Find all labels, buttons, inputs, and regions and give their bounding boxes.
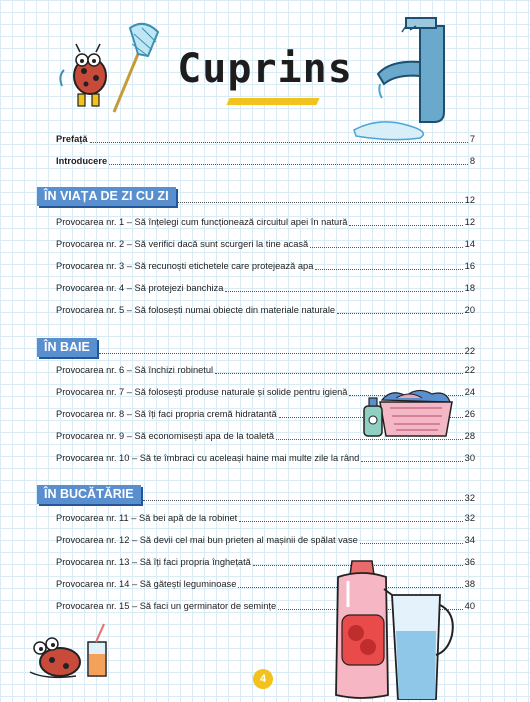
toc-entry[interactable] (56, 237, 475, 250)
toc-entry-label: Introducere (56, 156, 108, 166)
title-underline (226, 98, 319, 105)
leader-dots (90, 142, 468, 143)
leader-dots (360, 543, 463, 544)
leader-dots (349, 225, 462, 226)
toc-entry-label: Provocarea nr. 15 – Să faci un germinator de semințe (56, 601, 277, 611)
page-title: Cuprins (177, 46, 353, 92)
toc-entry[interactable] (56, 511, 475, 524)
toc-entry[interactable] (56, 533, 475, 546)
section-heading[interactable] (37, 484, 475, 504)
section-badge: ÎN VIAȚA DE ZI CU ZI (37, 187, 176, 206)
laundry-basket-illustration (362, 386, 458, 444)
section-page: 12 (464, 195, 475, 205)
section-heading[interactable] (37, 337, 475, 357)
toc-entry-page: 32 (464, 513, 475, 523)
toc-entry-label: Provocarea nr. 6 – Să închizi robinetul (56, 365, 214, 375)
faucet-illustration (350, 12, 460, 142)
toc-entry[interactable] (56, 303, 475, 316)
page-number: 4 (253, 669, 273, 689)
toc-entry-label: Provocarea nr. 11 – Să bei apă de la robinet (56, 513, 238, 523)
toc-entry-page: 20 (464, 305, 475, 315)
toc-entry[interactable] (56, 259, 475, 272)
toc-entry-page: 38 (464, 579, 475, 589)
leader-dots (315, 269, 462, 270)
bug-with-net-illustration (52, 16, 162, 116)
toc-entry-label: Provocarea nr. 4 – Să protejezi banchiza (56, 283, 224, 293)
leader-dots (310, 247, 462, 248)
toc-entry-page: 34 (464, 535, 475, 545)
toc-entry-page: 24 (464, 387, 475, 397)
leader-dots (99, 353, 463, 354)
section-badge: ÎN BUCĂTĂRIE (37, 485, 141, 504)
toc-entry-preface[interactable] (56, 132, 475, 145)
toc-entry[interactable] (56, 281, 475, 294)
section-page: 22 (464, 346, 475, 356)
toc-entry-label: Provocarea nr. 3 – Să recunoști etichetele care protejează apa (56, 261, 314, 271)
section-heading[interactable] (37, 186, 475, 206)
toc-entry-label: Provocarea nr. 8 – Să îți faci propria cremă hidratantă (56, 409, 277, 419)
leader-dots (178, 202, 463, 203)
toc-entry-label: Provocarea nr. 7 – Să folosești produse naturale și solide pentru igienă (56, 387, 348, 397)
toc-entry-page: 7 (469, 134, 475, 144)
toc-entry-page: 8 (469, 156, 475, 166)
leader-dots (225, 291, 462, 292)
toc-entry-page: 36 (464, 557, 475, 567)
toc-entry-label: Provocarea nr. 9 – Să economisești apa de la toaletă (56, 431, 275, 441)
leader-dots (361, 461, 462, 462)
bug-with-drink-illustration (26, 622, 122, 684)
leader-dots (143, 500, 463, 501)
toc-entry-label: Provocarea nr. 5 – Să folosești numai obiecte din materiale naturale (56, 305, 336, 315)
leader-dots (337, 313, 463, 314)
leader-dots (215, 373, 463, 374)
leader-dots (239, 521, 462, 522)
toc-entry-label: Provocarea nr. 12 – Să devii cel mai bun prieten al mașinii de spălat vase (56, 535, 358, 545)
toc-entry-label: Provocarea nr. 2 – Să verifici dacă sunt scurgeri la tine acasă (56, 239, 309, 249)
section-badge: ÎN BAIE (37, 338, 97, 357)
section-page: 32 (464, 493, 475, 503)
bottle-and-pitcher-illustration (322, 555, 458, 702)
toc-entry-page: 16 (464, 261, 475, 271)
leader-dots (109, 164, 468, 165)
toc-entry-label: Provocarea nr. 10 – Să te îmbraci cu aceleași haine mai multe zile la rând (56, 453, 360, 463)
toc-entry-label: Provocarea nr. 1 – Să înțelegi cum funcționează circuitul apei în natură (56, 217, 348, 227)
toc-entry-page: 40 (464, 601, 475, 611)
toc-entry-page: 14 (464, 239, 475, 249)
toc-entry-page: 26 (464, 409, 475, 419)
toc-entry-page: 22 (464, 365, 475, 375)
toc-entry-page: 30 (464, 453, 475, 463)
toc-entry-label: Provocarea nr. 14 – Să gătești leguminoase (56, 579, 237, 589)
toc-entry-page: 28 (464, 431, 475, 441)
toc-entry-introduction[interactable] (56, 154, 475, 167)
toc-entry-label: Provocarea nr. 13 – Să îți faci propria înghețată (56, 557, 251, 567)
toc-entry[interactable] (56, 451, 475, 464)
toc-entry-label: Prefață (56, 134, 88, 144)
toc-entry[interactable] (56, 363, 475, 376)
toc-entry-page: 18 (464, 283, 475, 293)
toc-entry-page: 12 (464, 217, 475, 227)
toc-entry[interactable] (56, 215, 475, 228)
